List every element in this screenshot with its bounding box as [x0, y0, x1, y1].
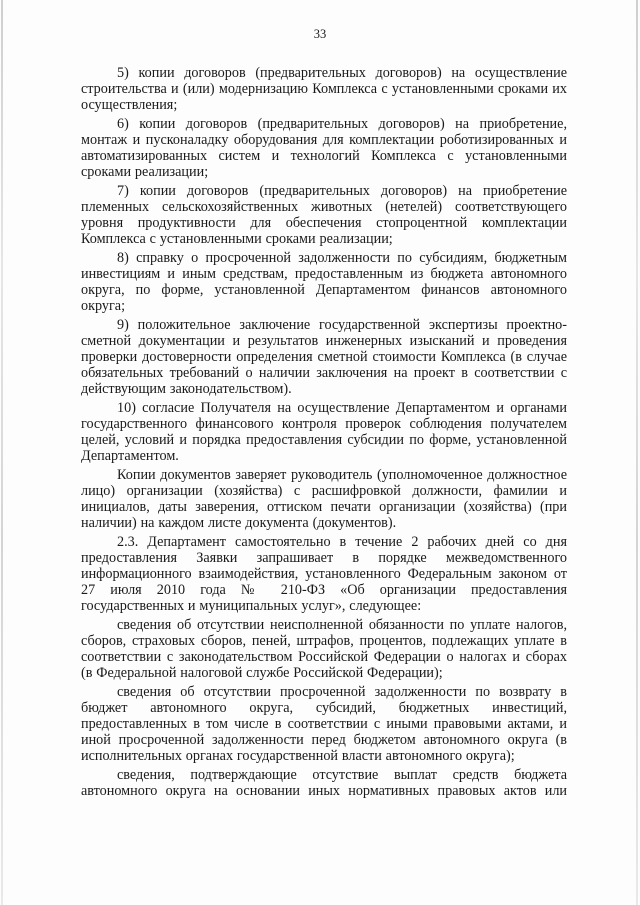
paragraph-item-6: 6) копии договоров (предварительных договоров) на приобретение, монтаж и пусконаладку оборудования для комплектации роботизированных и автоматизированных систем и технологий Комплекса с установленными сроками реализации; [81, 115, 567, 181]
scan-edge-right [636, 0, 638, 905]
paragraph-certification: Копии документов заверяет руководитель (уполномоченное должностное лицо) организации (хозяйства) с расшифровкой должности, фамилии и инициалов, даты заверения, оттиском печати организации (хозяйства) (при наличии) на каждом листе документа (документов). [81, 466, 567, 532]
paragraph-item-5: 5) копии договоров (предварительных договоров) на осуществление строительства и (или) модернизацию Комплекса с установленными сроками их осуществления; [81, 65, 567, 114]
paragraph-payments-info: сведения, подтверждающие отсутствие выплат средств бюджета автономного округа на основании иных нормативных правовых актов или [81, 766, 567, 799]
paragraph-item-8: 8) справку о просроченной задолженности по субсидиям, бюджетным инвестициям и иным средствам, предоставленным из бюджета автономного округа, по форме, установленной Департаментом финансов автономного округа; [81, 249, 567, 315]
paragraph-item-7: 7) копии договоров (предварительных договоров) на приобретение племенных сельскохозяйственных животных (нетелей) соответствующего уровня продуктивности для обеспечения стопроцентной комплектации Комплекса с установленными сроками реализации; [81, 182, 567, 248]
paragraph-item-10: 10) согласие Получателя на осуществление Департаментом и органами государственного финансового контроля проверок соблюдения получателем целей, условий и порядка предоставления субсидии по форме, установленной Департаментом. [81, 399, 567, 465]
paragraph-debt-info: сведения об отсутствии просроченной задолженности по возврату в бюджет автономного округа, субсидий, бюджетных инвестиций, предоставленных в том числе в соответствии с иными правовыми актами, и иной просроченной задолженности перед бюджетом автономного округа (в исполнительных органах государственной власти автономного округа); [81, 683, 567, 765]
page-number: 33 [313, 27, 327, 41]
paragraph-section-2-3: 2.3. Департамент самостоятельно в течение 2 рабочих дней со дня предоставления Заявки запрашивает в порядке межведомственного информационного взаимодействия, установленного Федеральным законом от 27 июля 2010 года № 210-ФЗ «Об организации предоставления государственных и муниципальных услуг», следующее: [81, 533, 567, 615]
scan-edge-left [1, 0, 3, 905]
document-body [81, 65, 567, 802]
paragraph-tax-info: сведения об отсутствии неисполненной обязанности по уплате налогов, сборов, страховых сборов, пеней, штрафов, процентов, подлежащих уплате в соответствии с законодательством Российской Федерации о налогах и сборах (в Федеральной налоговой службе Российской Федерации); [81, 616, 567, 682]
paragraph-item-9: 9) положительное заключение государственной экспертизы проектно-сметной документации и результатов инженерных изысканий и проведения проверки достоверности определения сметной стоимости Комплекса (в случае обязательных требований о наличии заключения на проект в соответствии с действующим законодательством). [81, 316, 567, 398]
